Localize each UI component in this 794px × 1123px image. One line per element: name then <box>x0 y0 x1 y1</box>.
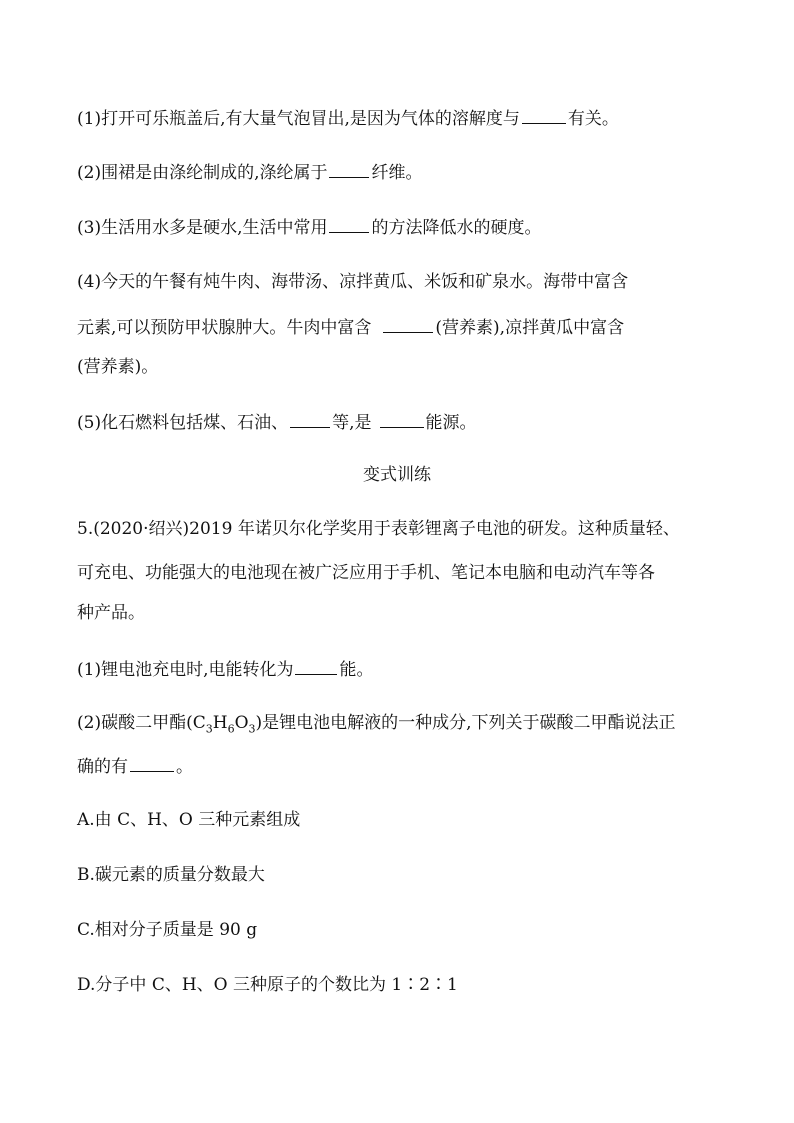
q5-text: (5)化石燃料包括煤、石油、 <box>77 413 289 433</box>
formula-h: H <box>212 713 228 733</box>
q5-text-mid: 等,是 <box>332 413 372 433</box>
problem-5-line-1 <box>77 518 680 540</box>
problem-5-text-3: 种产品。 <box>77 603 145 623</box>
q4-line2-end: (营养素),凉拌黄瓜中富含 <box>435 318 625 338</box>
p5q2-line2-end: 。 <box>176 757 193 777</box>
p5q2-text: (2)碳酸二甲酯(C <box>77 713 206 733</box>
p5q1-text: (1)锂电池充电时,电能转化为 <box>77 660 294 680</box>
question-2 <box>77 160 422 184</box>
q4-line1: (4)今天的午餐有炖牛肉、海带汤、凉拌黄瓜、米饭和矿泉水。海带中富含 <box>77 272 629 292</box>
question-4-line-2 <box>77 315 624 339</box>
p5q2-blank[interactable] <box>130 754 174 772</box>
q3-blank[interactable] <box>329 215 369 233</box>
p5q1-text-end: 能。 <box>339 660 374 680</box>
sub-question-1 <box>77 657 373 681</box>
formula-o: O <box>234 713 249 733</box>
problem-5-text-2: 可充电、功能强大的电池现在被广泛应用于手机、笔记本电脑和电动汽车等各 <box>77 563 655 583</box>
question-4-line-1 <box>77 271 628 293</box>
q2-text: (2)围裙是由涤纶制成的,涤纶属于 <box>77 163 328 183</box>
question-4-line-3 <box>77 356 158 378</box>
q4-blank[interactable] <box>383 315 433 333</box>
problem-5-line-3 <box>77 602 145 624</box>
q1-text-end: 有关。 <box>567 109 619 129</box>
formula-sub-c: 3 <box>205 722 213 736</box>
q5-blank-1[interactable] <box>290 410 330 428</box>
q2-text-end: 纤维。 <box>371 163 423 183</box>
option-b[interactable]: B.碳元素的质量分数最大 <box>77 865 265 885</box>
option-d[interactable]: D.分子中 C、H、O 三种原子的个数比为 1∶2∶1 <box>77 975 458 995</box>
q3-text-end: 的方法降低水的硬度。 <box>371 218 542 238</box>
question-1 <box>77 106 619 130</box>
formula-sub-h: 6 <box>227 722 235 736</box>
question-3 <box>77 215 541 239</box>
option-c[interactable]: C.相对分子质量是 90 g <box>77 920 258 940</box>
question-5 <box>77 410 477 434</box>
option-a[interactable]: A.由 C、H、O 三种元素组成 <box>77 810 301 830</box>
problem-5-line-2 <box>77 562 655 584</box>
q5-text-end: 能源。 <box>425 413 477 433</box>
problem-5-text-1: 5.(2020·绍兴)2019 年诺贝尔化学奖用于表彰锂离子电池的研发。这种质量轻、 <box>77 519 680 539</box>
section-title: 变式训练 <box>363 465 431 485</box>
sub-question-2-line-2 <box>77 754 193 778</box>
q5-blank-2[interactable] <box>380 410 424 428</box>
q1-blank[interactable] <box>522 106 566 124</box>
q4-line2-text: 元素,可以预防甲状腺肿大。牛肉中富含 <box>77 318 372 338</box>
q2-blank[interactable] <box>329 160 369 178</box>
q4-line3: (营养素)。 <box>77 357 159 377</box>
p5q2-line2: 确的有 <box>77 757 128 777</box>
q3-text: (3)生活用水多是硬水,生活中常用 <box>77 218 328 238</box>
p5q2-text-end: )是锂电池电解液的一种成分,下列关于碳酸二甲酯说法正 <box>255 713 676 733</box>
p5q1-blank[interactable] <box>295 657 337 675</box>
formula-sub-o: 3 <box>248 722 256 736</box>
q1-text: (1)打开可乐瓶盖后,有大量气泡冒出,是因为气体的溶解度与 <box>77 109 520 129</box>
sub-question-2-line-1 <box>77 712 676 734</box>
